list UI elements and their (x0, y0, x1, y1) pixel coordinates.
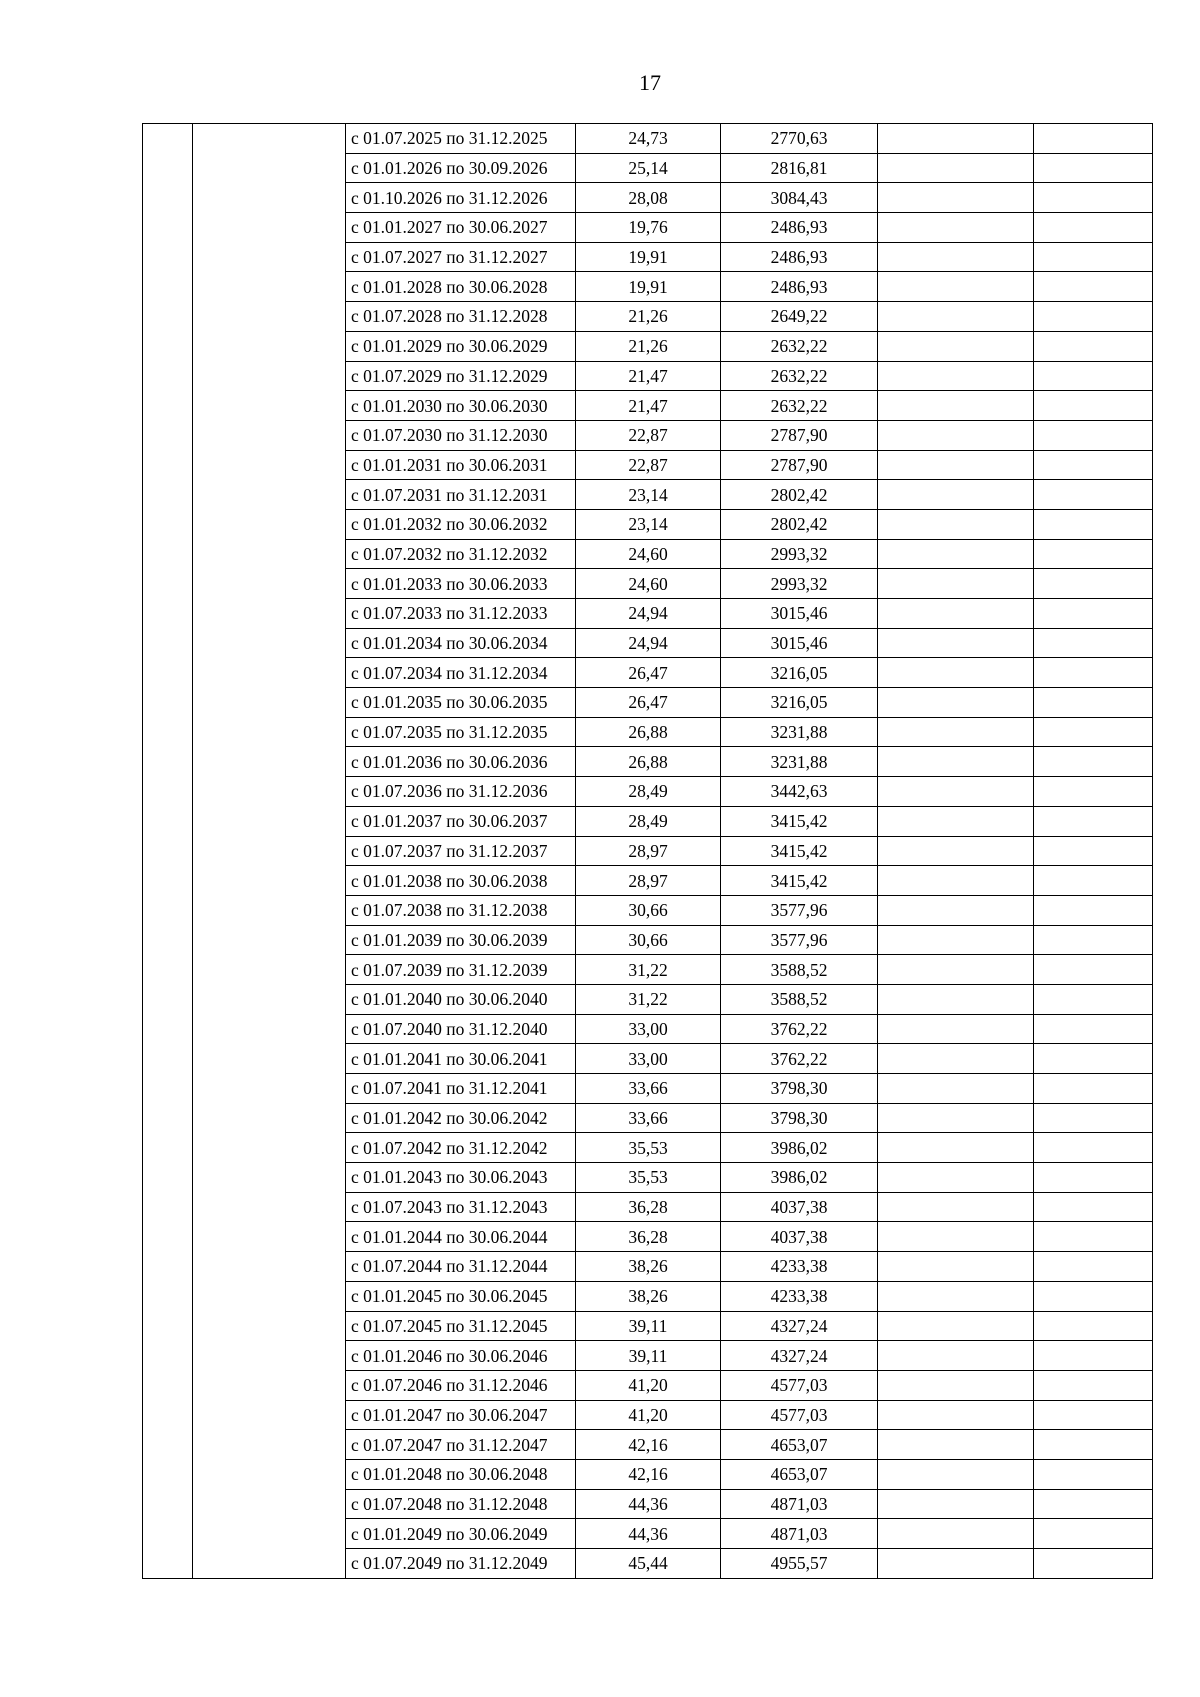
empty-cell-b (1034, 895, 1153, 925)
empty-cell-a (878, 213, 1034, 243)
price-cell: 3577,96 (721, 925, 878, 955)
period-cell: с 01.01.2036 по 30.06.2036 (346, 747, 576, 777)
price-cell: 2993,32 (721, 539, 878, 569)
period-cell: с 01.01.2047 по 30.06.2047 (346, 1400, 576, 1430)
empty-cell-a (878, 806, 1034, 836)
period-cell: с 01.01.2031 по 30.06.2031 (346, 450, 576, 480)
rate-cell: 45,44 (576, 1549, 721, 1579)
rate-cell: 39,11 (576, 1311, 721, 1341)
rate-cell: 36,28 (576, 1222, 721, 1252)
price-cell: 3415,42 (721, 836, 878, 866)
period-cell: с 01.07.2036 по 31.12.2036 (346, 777, 576, 807)
empty-cell-a (878, 1400, 1034, 1430)
price-cell: 3986,02 (721, 1133, 878, 1163)
rate-cell: 28,97 (576, 836, 721, 866)
empty-cell-b (1034, 866, 1153, 896)
empty-cell-b (1034, 1103, 1153, 1133)
rate-cell: 21,26 (576, 302, 721, 332)
empty-cell-b (1034, 1222, 1153, 1252)
period-cell: с 01.01.2034 по 30.06.2034 (346, 628, 576, 658)
rate-cell: 30,66 (576, 925, 721, 955)
period-cell: с 01.07.2033 по 31.12.2033 (346, 599, 576, 629)
empty-cell-a (878, 599, 1034, 629)
period-cell: с 01.07.2034 по 31.12.2034 (346, 658, 576, 688)
merged-cell-index (143, 124, 193, 1579)
period-cell: с 01.01.2030 по 30.06.2030 (346, 391, 576, 421)
period-cell: с 01.01.2049 по 30.06.2049 (346, 1519, 576, 1549)
empty-cell-a (878, 1222, 1034, 1252)
empty-cell-a (878, 1044, 1034, 1074)
empty-cell-a (878, 1430, 1034, 1460)
empty-cell-b (1034, 984, 1153, 1014)
price-cell: 3216,05 (721, 688, 878, 718)
rate-cell: 24,94 (576, 628, 721, 658)
price-cell: 2816,81 (721, 153, 878, 183)
period-cell: с 01.01.2027 по 30.06.2027 (346, 213, 576, 243)
rate-cell: 24,94 (576, 599, 721, 629)
empty-cell-a (878, 480, 1034, 510)
rate-cell: 19,91 (576, 242, 721, 272)
page-number-text: 17 (639, 70, 661, 95)
empty-cell-b (1034, 242, 1153, 272)
price-cell: 4233,38 (721, 1281, 878, 1311)
empty-cell-a (878, 509, 1034, 539)
period-cell: с 01.01.2048 по 30.06.2048 (346, 1459, 576, 1489)
empty-cell-a (878, 183, 1034, 213)
rate-cell: 35,53 (576, 1163, 721, 1193)
price-cell: 3015,46 (721, 599, 878, 629)
empty-cell-a (878, 658, 1034, 688)
period-cell: с 01.07.2032 по 31.12.2032 (346, 539, 576, 569)
period-cell: с 01.07.2031 по 31.12.2031 (346, 480, 576, 510)
rate-cell: 28,49 (576, 777, 721, 807)
period-cell: с 01.10.2026 по 31.12.2026 (346, 183, 576, 213)
rate-cell: 35,53 (576, 1133, 721, 1163)
rate-cell: 26,88 (576, 747, 721, 777)
price-cell: 2993,32 (721, 569, 878, 599)
empty-cell-a (878, 836, 1034, 866)
empty-cell-a (878, 1370, 1034, 1400)
price-cell: 2486,93 (721, 272, 878, 302)
rate-cell: 31,22 (576, 984, 721, 1014)
period-cell: с 01.07.2038 по 31.12.2038 (346, 895, 576, 925)
empty-cell-a (878, 1103, 1034, 1133)
period-cell: с 01.07.2040 по 31.12.2040 (346, 1014, 576, 1044)
rate-cell: 38,26 (576, 1281, 721, 1311)
empty-cell-a (878, 747, 1034, 777)
empty-cell-b (1034, 153, 1153, 183)
price-cell: 4577,03 (721, 1370, 878, 1400)
empty-cell-b (1034, 1192, 1153, 1222)
price-cell: 4653,07 (721, 1459, 878, 1489)
rate-cell: 44,36 (576, 1489, 721, 1519)
merged-cell-name (193, 124, 346, 1579)
empty-cell-b (1034, 480, 1153, 510)
period-cell: с 01.01.2033 по 30.06.2033 (346, 569, 576, 599)
price-cell: 3577,96 (721, 895, 878, 925)
empty-cell-a (878, 1074, 1034, 1104)
rate-cell: 21,26 (576, 331, 721, 361)
empty-cell-a (878, 1549, 1034, 1579)
rate-cell: 26,88 (576, 717, 721, 747)
rate-cell: 22,87 (576, 420, 721, 450)
empty-cell-b (1034, 1252, 1153, 1282)
empty-cell-a (878, 1459, 1034, 1489)
empty-cell-b (1034, 302, 1153, 332)
empty-cell-b (1034, 1044, 1153, 1074)
empty-cell-a (878, 242, 1034, 272)
price-cell: 3442,63 (721, 777, 878, 807)
price-cell: 2802,42 (721, 509, 878, 539)
price-cell: 2486,93 (721, 242, 878, 272)
period-cell: с 01.01.2040 по 30.06.2040 (346, 984, 576, 1014)
empty-cell-a (878, 1252, 1034, 1282)
empty-cell-a (878, 1311, 1034, 1341)
empty-cell-a (878, 302, 1034, 332)
price-cell: 2770,63 (721, 124, 878, 154)
period-cell: с 01.07.2028 по 31.12.2028 (346, 302, 576, 332)
period-cell: с 01.07.2048 по 31.12.2048 (346, 1489, 576, 1519)
tariff-table (142, 123, 1153, 1579)
rate-cell: 22,87 (576, 450, 721, 480)
period-cell: с 01.07.2027 по 31.12.2027 (346, 242, 576, 272)
rate-cell: 41,20 (576, 1370, 721, 1400)
rate-cell: 24,73 (576, 124, 721, 154)
rate-cell: 30,66 (576, 895, 721, 925)
period-cell: с 01.01.2038 по 30.06.2038 (346, 866, 576, 896)
empty-cell-a (878, 391, 1034, 421)
price-cell: 3798,30 (721, 1074, 878, 1104)
rate-cell: 36,28 (576, 1192, 721, 1222)
price-cell: 3798,30 (721, 1103, 878, 1133)
empty-cell-b (1034, 1281, 1153, 1311)
empty-cell-a (878, 777, 1034, 807)
empty-cell-b (1034, 391, 1153, 421)
rate-cell: 42,16 (576, 1459, 721, 1489)
price-cell: 4871,03 (721, 1519, 878, 1549)
empty-cell-a (878, 124, 1034, 154)
rate-cell: 31,22 (576, 955, 721, 985)
empty-cell-b (1034, 213, 1153, 243)
empty-cell-a (878, 1133, 1034, 1163)
rate-cell: 25,14 (576, 153, 721, 183)
empty-cell-b (1034, 717, 1153, 747)
empty-cell-b (1034, 1014, 1153, 1044)
empty-cell-b (1034, 1549, 1153, 1579)
price-cell: 3216,05 (721, 658, 878, 688)
empty-cell-b (1034, 450, 1153, 480)
rate-cell: 19,76 (576, 213, 721, 243)
empty-cell-a (878, 450, 1034, 480)
tariff-table-body (143, 124, 1153, 1579)
price-cell: 4327,24 (721, 1311, 878, 1341)
price-cell: 4653,07 (721, 1430, 878, 1460)
empty-cell-b (1034, 1400, 1153, 1430)
price-cell: 4871,03 (721, 1489, 878, 1519)
empty-cell-b (1034, 806, 1153, 836)
price-cell: 3415,42 (721, 866, 878, 896)
price-cell: 3986,02 (721, 1163, 878, 1193)
rate-cell: 19,91 (576, 272, 721, 302)
empty-cell-a (878, 1192, 1034, 1222)
period-cell: с 01.01.2037 по 30.06.2037 (346, 806, 576, 836)
period-cell: с 01.01.2029 по 30.06.2029 (346, 331, 576, 361)
rate-cell: 24,60 (576, 539, 721, 569)
empty-cell-b (1034, 272, 1153, 302)
empty-cell-a (878, 984, 1034, 1014)
empty-cell-a (878, 1163, 1034, 1193)
period-cell: с 01.07.2039 по 31.12.2039 (346, 955, 576, 985)
empty-cell-b (1034, 331, 1153, 361)
empty-cell-b (1034, 1311, 1153, 1341)
empty-cell-a (878, 1014, 1034, 1044)
empty-cell-b (1034, 509, 1153, 539)
empty-cell-b (1034, 1489, 1153, 1519)
price-cell: 4233,38 (721, 1252, 878, 1282)
rate-cell: 23,14 (576, 480, 721, 510)
period-cell: с 01.01.2032 по 30.06.2032 (346, 509, 576, 539)
period-cell: с 01.01.2042 по 30.06.2042 (346, 1103, 576, 1133)
period-cell: с 01.01.2028 по 30.06.2028 (346, 272, 576, 302)
rate-cell: 28,97 (576, 866, 721, 896)
empty-cell-a (878, 272, 1034, 302)
rate-cell: 26,47 (576, 658, 721, 688)
empty-cell-b (1034, 539, 1153, 569)
price-cell: 4955,57 (721, 1549, 878, 1579)
price-cell: 3231,88 (721, 747, 878, 777)
period-cell: с 01.07.2043 по 31.12.2043 (346, 1192, 576, 1222)
empty-cell-b (1034, 183, 1153, 213)
price-cell: 2486,93 (721, 213, 878, 243)
rate-cell: 38,26 (576, 1252, 721, 1282)
period-cell: с 01.07.2045 по 31.12.2045 (346, 1311, 576, 1341)
price-cell: 3415,42 (721, 806, 878, 836)
period-cell: с 01.07.2029 по 31.12.2029 (346, 361, 576, 391)
empty-cell-a (878, 688, 1034, 718)
empty-cell-b (1034, 836, 1153, 866)
price-cell: 3588,52 (721, 984, 878, 1014)
empty-cell-b (1034, 777, 1153, 807)
empty-cell-b (1034, 124, 1153, 154)
price-cell: 4577,03 (721, 1400, 878, 1430)
period-cell: с 01.07.2049 по 31.12.2049 (346, 1549, 576, 1579)
period-cell: с 01.07.2035 по 31.12.2035 (346, 717, 576, 747)
period-cell: с 01.01.2045 по 30.06.2045 (346, 1281, 576, 1311)
empty-cell-a (878, 153, 1034, 183)
rate-cell: 33,66 (576, 1103, 721, 1133)
rate-cell: 44,36 (576, 1519, 721, 1549)
empty-cell-a (878, 955, 1034, 985)
empty-cell-b (1034, 569, 1153, 599)
period-cell: с 01.01.2044 по 30.06.2044 (346, 1222, 576, 1252)
empty-cell-b (1034, 420, 1153, 450)
period-cell: с 01.07.2037 по 31.12.2037 (346, 836, 576, 866)
empty-cell-b (1034, 925, 1153, 955)
empty-cell-b (1034, 1133, 1153, 1163)
empty-cell-a (878, 420, 1034, 450)
rate-cell: 42,16 (576, 1430, 721, 1460)
empty-cell-b (1034, 599, 1153, 629)
empty-cell-a (878, 628, 1034, 658)
period-cell: с 01.01.2041 по 30.06.2041 (346, 1044, 576, 1074)
price-cell: 2787,90 (721, 420, 878, 450)
empty-cell-b (1034, 1370, 1153, 1400)
price-cell: 2632,22 (721, 331, 878, 361)
empty-cell-b (1034, 1163, 1153, 1193)
empty-cell-a (878, 895, 1034, 925)
price-cell: 4037,38 (721, 1192, 878, 1222)
price-cell: 2787,90 (721, 450, 878, 480)
period-cell: с 01.07.2042 по 31.12.2042 (346, 1133, 576, 1163)
empty-cell-a (878, 539, 1034, 569)
empty-cell-b (1034, 1430, 1153, 1460)
period-cell: с 01.01.2043 по 30.06.2043 (346, 1163, 576, 1193)
period-cell: с 01.07.2025 по 31.12.2025 (346, 124, 576, 154)
rate-cell: 23,14 (576, 509, 721, 539)
rate-cell: 21,47 (576, 361, 721, 391)
empty-cell-a (878, 361, 1034, 391)
period-cell: с 01.01.2046 по 30.06.2046 (346, 1341, 576, 1371)
empty-cell-a (878, 569, 1034, 599)
empty-cell-a (878, 331, 1034, 361)
empty-cell-b (1034, 658, 1153, 688)
period-cell: с 01.01.2039 по 30.06.2039 (346, 925, 576, 955)
empty-cell-a (878, 717, 1034, 747)
empty-cell-b (1034, 1459, 1153, 1489)
price-cell: 2802,42 (721, 480, 878, 510)
price-cell: 2632,22 (721, 361, 878, 391)
price-cell: 3084,43 (721, 183, 878, 213)
empty-cell-a (878, 1341, 1034, 1371)
empty-cell-b (1034, 1519, 1153, 1549)
rate-cell: 24,60 (576, 569, 721, 599)
empty-cell-b (1034, 955, 1153, 985)
price-cell: 4327,24 (721, 1341, 878, 1371)
empty-cell-b (1034, 628, 1153, 658)
price-cell: 2632,22 (721, 391, 878, 421)
period-cell: с 01.01.2035 по 30.06.2035 (346, 688, 576, 718)
price-cell: 4037,38 (721, 1222, 878, 1252)
price-cell: 3231,88 (721, 717, 878, 747)
period-cell: с 01.01.2026 по 30.09.2026 (346, 153, 576, 183)
empty-cell-a (878, 1281, 1034, 1311)
empty-cell-b (1034, 747, 1153, 777)
empty-cell-b (1034, 1074, 1153, 1104)
price-cell: 2649,22 (721, 302, 878, 332)
rate-cell: 33,00 (576, 1014, 721, 1044)
empty-cell-a (878, 866, 1034, 896)
period-cell: с 01.07.2044 по 31.12.2044 (346, 1252, 576, 1282)
price-cell: 3762,22 (721, 1044, 878, 1074)
empty-cell-a (878, 925, 1034, 955)
rate-cell: 28,08 (576, 183, 721, 213)
period-cell: с 01.07.2046 по 31.12.2046 (346, 1370, 576, 1400)
rate-cell: 21,47 (576, 391, 721, 421)
empty-cell-a (878, 1489, 1034, 1519)
price-cell: 3762,22 (721, 1014, 878, 1044)
rate-cell: 39,11 (576, 1341, 721, 1371)
period-cell: с 01.07.2030 по 31.12.2030 (346, 420, 576, 450)
rate-cell: 26,47 (576, 688, 721, 718)
empty-cell-b (1034, 688, 1153, 718)
rate-cell: 41,20 (576, 1400, 721, 1430)
price-cell: 3015,46 (721, 628, 878, 658)
table-row (143, 124, 1153, 154)
period-cell: с 01.07.2047 по 31.12.2047 (346, 1430, 576, 1460)
empty-cell-a (878, 1519, 1034, 1549)
period-cell: с 01.07.2041 по 31.12.2041 (346, 1074, 576, 1104)
empty-cell-b (1034, 361, 1153, 391)
rate-cell: 33,66 (576, 1074, 721, 1104)
rate-cell: 28,49 (576, 806, 721, 836)
empty-cell-b (1034, 1341, 1153, 1371)
rate-cell: 33,00 (576, 1044, 721, 1074)
page-number (0, 70, 1200, 96)
price-cell: 3588,52 (721, 955, 878, 985)
